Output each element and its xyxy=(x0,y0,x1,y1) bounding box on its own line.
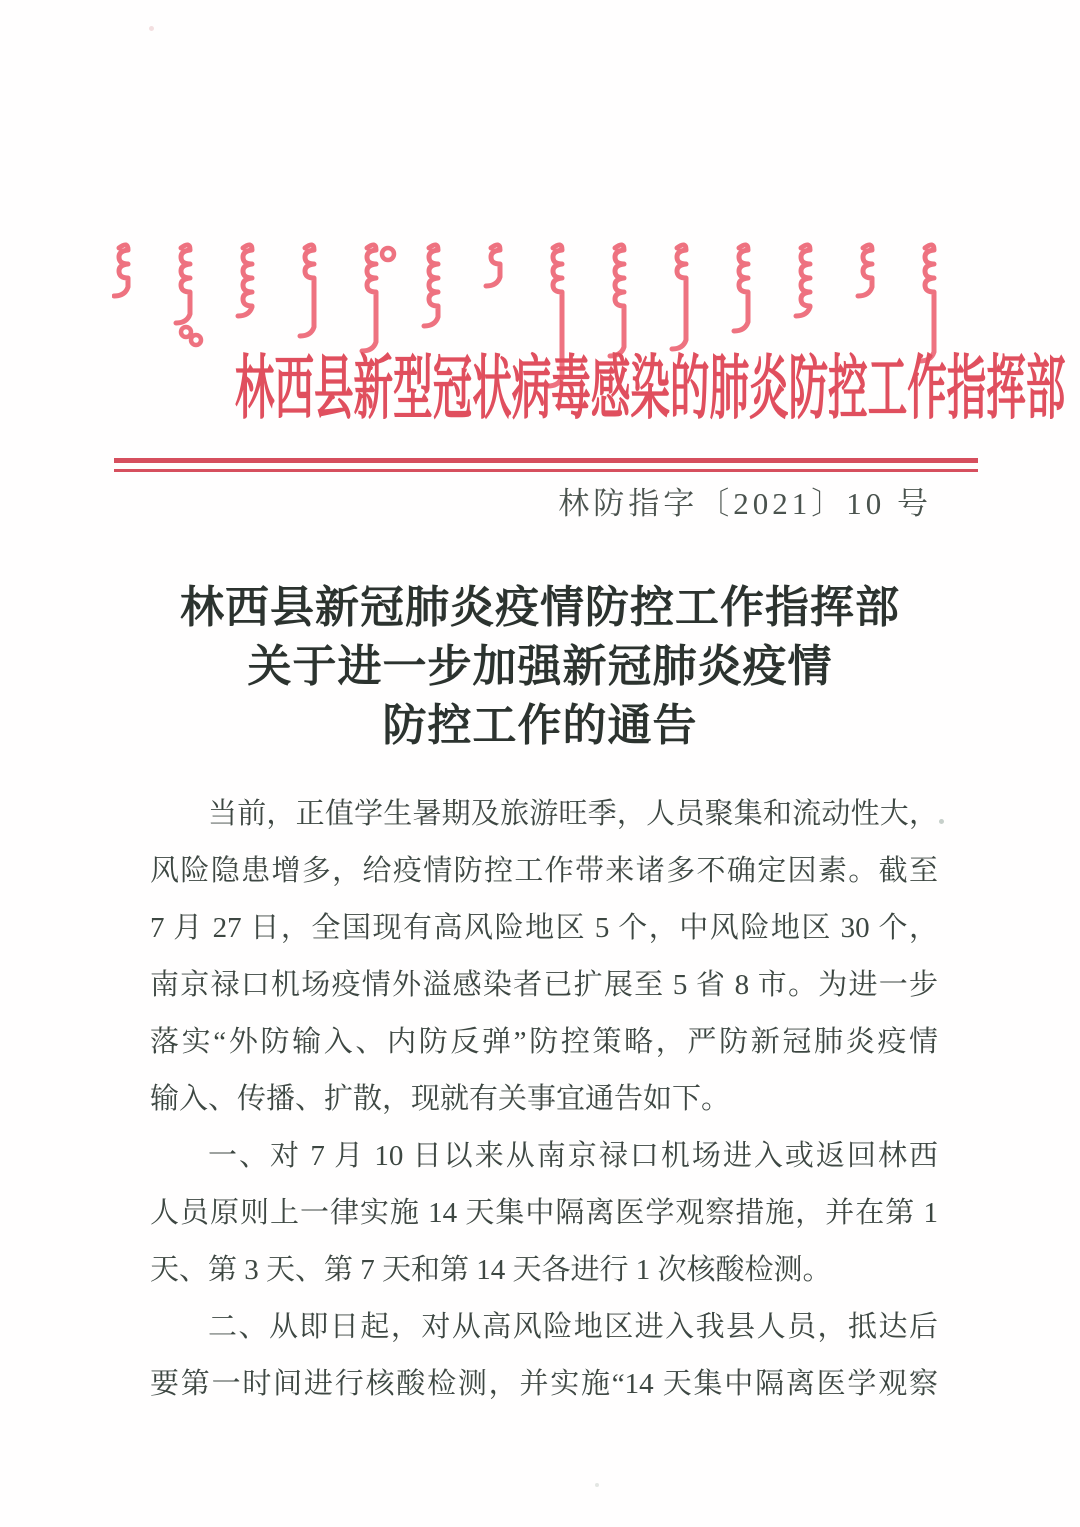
title-line-2: 关于进一步加强新冠肺炎疫情 xyxy=(247,642,833,691)
document-body xyxy=(150,786,938,1413)
title-line-3: 防控工作的通告 xyxy=(382,701,698,750)
document-title xyxy=(0,578,1080,755)
body-line: 一、对 7 月 10 日以来从南京禄口机场进入或返回林西 xyxy=(208,1140,938,1172)
letterhead-org-name: 林西县新型冠状病毒感染的肺炎防控工作指挥部 xyxy=(234,351,1066,428)
body-line: 天、第 3 天、第 7 天和第 14 天各进行 1 次核酸检测。 xyxy=(150,1254,832,1286)
body-line: 人员原则上一律实施 14 天集中隔离医学观察措施，并在第 1 xyxy=(150,1197,938,1229)
title-line-1: 林西县新冠肺炎疫情防控工作指挥部 xyxy=(180,583,900,632)
body-line: 落实“外防输入、内防反弹”防控策略，严防新冠肺炎疫情 xyxy=(150,1026,938,1058)
body-line: 当前，正值学生暑期及旅游旺季，人员聚集和流动性大， xyxy=(208,798,938,830)
body-line: 二、从即日起，对从高风险地区进入我县人员，抵达后 xyxy=(208,1311,938,1343)
letterhead-divider-bottom-rule xyxy=(114,469,978,472)
body-line: 7 月 27 日，全国现有高风险地区 5 个，中风险地区 30 个， xyxy=(150,912,938,944)
body-line: 输入、传播、扩散，现就有关事宜通告如下。 xyxy=(150,1083,731,1115)
scan-artifact-dot xyxy=(939,819,944,824)
body-line: 要第一时间进行核酸检测，并实施“14 天集中隔离医学观察 xyxy=(150,1368,938,1400)
scan-artifact-dot xyxy=(595,1483,599,1487)
letterhead-divider-top-rule xyxy=(114,458,978,463)
scan-artifact-dot xyxy=(149,26,154,31)
body-line: 风险隐患增多，给疫情防控工作带来诸多不确定因素。截至 xyxy=(150,855,938,887)
body-line: 南京禄口机场疫情外溢感染者已扩展至 5 省 8 市。为进一步 xyxy=(150,969,938,1001)
document-number: 林防指字〔2021〕10 号 xyxy=(558,486,932,521)
